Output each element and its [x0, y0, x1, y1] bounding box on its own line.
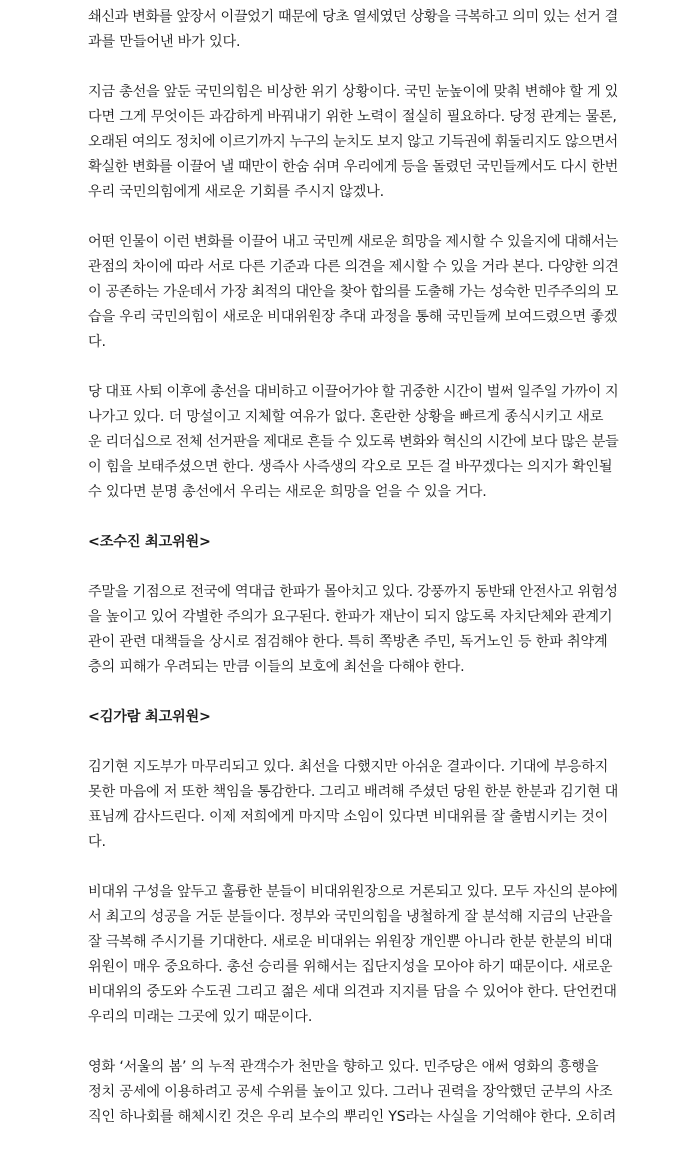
- text-line: 지금 총선을 앞둔 국민의힘은 비상한 위기 상황이다. 국민 눈높이에 맞춰 변해야 할 게 있: [88, 84, 619, 100]
- paragraph-2: [88, 80, 618, 205]
- paragraph-8: [88, 1055, 618, 1130]
- text-line: 어떤 인물이 이런 변화를 이끌어 내고 국민께 새로운 희망을 제시할 수 있을지에 대해서는: [88, 234, 618, 250]
- text-line: 다면 그게 무엇이든 과감하게 바꿔내기 위한 노력이 절실히 필요하다. 당정 관계는 물론,: [88, 109, 617, 125]
- paragraph-3: [88, 230, 618, 355]
- text-line: 수 있다면 분명 총선에서 우리는 새로운 희망을 얻을 수 있을 거다.: [88, 484, 487, 500]
- text-line: 이 공존하는 가운데서 가장 최적의 대안을 찾아 합의를 도출해 가는 성숙한 민주주의의 모: [88, 284, 618, 300]
- text-line: 층의 피해가 우려되는 만큼 이들의 보호에 최선을 다해야 한다.: [88, 659, 465, 675]
- text-line: 잘 극복해 주시기를 기대한다. 새로운 비대위는 위원장 개인뿐 아니라 한분 한분의 비대: [88, 934, 613, 950]
- speaker-heading-kim: <김가람 최고위원>: [88, 709, 211, 725]
- paragraph-4: [88, 380, 618, 505]
- text-line: 관점의 차이에 따라 서로 다른 기준과 다른 의견을 제시할 수 있을 거라 본다. 다양한 의견: [88, 259, 619, 275]
- paragraph-1: [88, 5, 618, 55]
- text-line: 당 대표 사퇴 이후에 총선을 대비하고 이끌어가야 할 귀중한 시간이 벌써 일주일 가까이 지: [88, 384, 619, 400]
- text-line: 을 높이고 있어 각별한 주의가 요구된다. 한파가 재난이 되지 않도록 자치단체와 관계기: [88, 609, 613, 625]
- paragraph-6: [88, 755, 618, 855]
- text-line: 서 최고의 성공을 거둔 분들이다. 정부와 국민의힘을 냉철하게 잘 분석해 지금의 난관을: [88, 909, 613, 925]
- text-line: 위원이 매우 중요하다. 총선 승리를 위해서는 집단지성을 모아야 하기 때문이다. 새로운: [88, 959, 613, 975]
- text-line: 다.: [88, 834, 106, 850]
- text-line: 우리 국민의힘에게 새로운 기회를 주시지 않겠나.: [88, 184, 384, 200]
- text-line: 나가고 있다. 더 망설이고 지체할 여유가 없다. 혼란한 상황을 빠르게 종식시키고 새로: [88, 409, 604, 425]
- text-line: 김기현 지도부가 마무리되고 있다. 최선을 다했지만 아쉬운 결과이다. 기대에 부응하지: [88, 759, 609, 775]
- text-line: 다.: [88, 334, 106, 350]
- text-line: 비대위의 중도와 수도권 그리고 젊은 세대 의견과 지지를 담을 수 있어야 한다. 단언컨대: [88, 984, 617, 1000]
- text-line: 쇄신과 변화를 앞장서 이끌었기 때문에 당초 열세였던 상황을 극복하고 의미 있는 선거 결: [88, 9, 618, 25]
- text-line: 표님께 감사드린다. 이제 저희에게 마지막 소임이 있다면 비대위를 잘 출범시키는 것이: [88, 809, 609, 825]
- text-line: 습을 우리 국민의힘이 새로운 비대위원장 추대 과정을 통해 국민들께 보여드렸으면 좋겠: [88, 309, 618, 325]
- text-line: 영화 ‘서울의 봄’ 의 누적 관객수가 천만을 향하고 있다. 민주당은 애써 영화의 흥행을: [88, 1059, 599, 1075]
- text-line: 직인 하나회를 해체시킨 것은 우리 보수의 뿌리인 YS라는 사실을 기억해야 한다. 오히려: [88, 1109, 617, 1125]
- paragraph-5: [88, 580, 618, 680]
- text-line: 이 힘을 보태주셨으면 한다. 생즉사 사즉생의 각오로 모든 걸 바꾸겠다는 의지가 확인될: [88, 459, 613, 475]
- text-line: 확실한 변화를 이끌어 낼 때만이 한숨 쉬며 우리에게 등을 돌렸던 국민들께서도 다시 한번: [88, 159, 618, 175]
- document-body: [88, 0, 618, 1155]
- text-line: 관이 관련 대책들을 상시로 점검해야 한다. 특히 쪽방촌 주민, 독거노인 등 한파 취약계: [88, 634, 608, 650]
- text-line: 못한 마음에 저 또한 책임을 통감한다. 그리고 배려해 주셨던 당원 한분 한분과 김기현 대: [88, 784, 619, 800]
- paragraph-7: [88, 880, 618, 1030]
- text-line: 오래된 여의도 정치에 이르기까지 누구의 눈치도 보지 않고 기득권에 휘둘리지도 않으면서: [88, 134, 618, 150]
- text-line: 정치 공세에 이용하려고 공세 수위를 높이고 있다. 그러나 권력을 장악했던 군부의 사조: [88, 1084, 613, 1100]
- text-line: 비대위 구성을 앞두고 훌륭한 분들이 비대위원장으로 거론되고 있다. 모두 자신의 분야에: [88, 884, 618, 900]
- text-line: 과를 만들어낸 바가 있다.: [88, 34, 241, 50]
- text-line: 주말을 기점으로 전국에 역대급 한파가 몰아치고 있다. 강풍까지 동반돼 안전사고 위험성: [88, 584, 618, 600]
- text-line: 운 리더십으로 전체 선거판을 제대로 흔들 수 있도록 변화와 혁신의 시간에 보다 많은 분들: [88, 434, 619, 450]
- speaker-heading-cho: <조수진 최고위원>: [88, 534, 211, 550]
- text-line: 우리의 미래는 그곳에 있기 때문이다.: [88, 1009, 313, 1025]
